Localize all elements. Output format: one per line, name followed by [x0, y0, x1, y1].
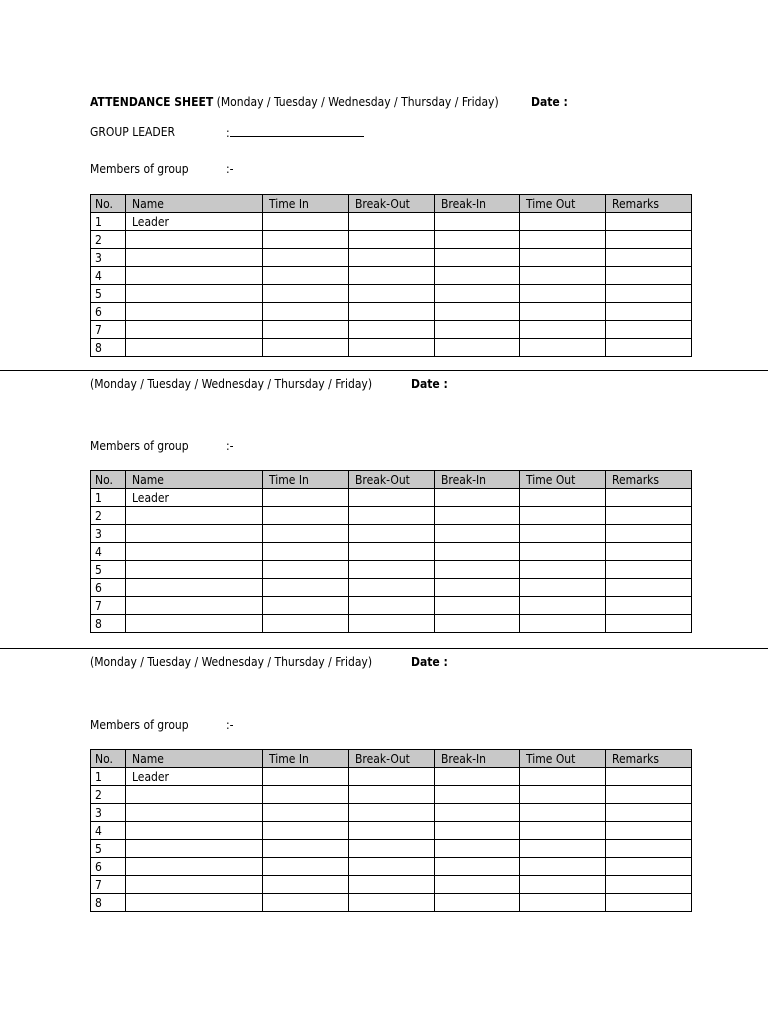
time-in-cell[interactable] [263, 579, 349, 597]
break-out-cell[interactable] [349, 768, 435, 786]
time-out-cell[interactable] [520, 597, 606, 615]
break-in-cell[interactable] [435, 858, 520, 876]
remarks-cell[interactable] [606, 339, 692, 357]
time-in-cell[interactable] [263, 858, 349, 876]
row-number: 7 [91, 876, 126, 894]
remarks-cell[interactable] [606, 303, 692, 321]
table-row [91, 840, 692, 858]
row-number: 3 [91, 525, 126, 543]
break-in-cell[interactable] [435, 213, 520, 231]
column-header-break-out: Break-Out [349, 471, 435, 489]
member-name-cell[interactable] [126, 507, 263, 525]
time-in-cell[interactable] [263, 822, 349, 840]
time-out-cell[interactable] [520, 786, 606, 804]
table-row [91, 822, 692, 840]
table-row [91, 597, 692, 615]
break-out-cell[interactable] [349, 822, 435, 840]
break-out-cell[interactable] [349, 249, 435, 267]
time-in-cell[interactable] [263, 804, 349, 822]
break-in-cell[interactable] [435, 615, 520, 633]
table-row [91, 768, 692, 786]
section-divider [0, 370, 768, 371]
time-in-cell[interactable] [263, 561, 349, 579]
row-number: 5 [91, 285, 126, 303]
member-name-cell[interactable] [126, 267, 263, 285]
attendance-table [90, 194, 692, 357]
table-row [91, 894, 692, 912]
table-row [91, 615, 692, 633]
break-in-cell[interactable] [435, 543, 520, 561]
remarks-cell[interactable] [606, 213, 692, 231]
time-out-cell[interactable] [520, 303, 606, 321]
date-label: Date : [411, 377, 448, 391]
row-number: 7 [91, 597, 126, 615]
row-number: 1 [91, 768, 126, 786]
member-name-cell[interactable] [126, 321, 263, 339]
row-number: 3 [91, 804, 126, 822]
time-out-cell[interactable] [520, 894, 606, 912]
time-out-cell[interactable] [520, 876, 606, 894]
table-row [91, 507, 692, 525]
date-label: Date : [531, 95, 568, 109]
break-in-cell[interactable] [435, 303, 520, 321]
remarks-cell[interactable] [606, 489, 692, 507]
break-in-cell[interactable] [435, 840, 520, 858]
member-name-cell[interactable] [126, 804, 263, 822]
remarks-cell[interactable] [606, 579, 692, 597]
table-row [91, 579, 692, 597]
break-out-cell[interactable] [349, 285, 435, 303]
column-header-no: No. [91, 195, 126, 213]
table-row [91, 285, 692, 303]
sheet-title: ATTENDANCE SHEET [90, 95, 214, 109]
break-out-cell[interactable] [349, 876, 435, 894]
time-in-cell[interactable] [263, 267, 349, 285]
time-out-cell[interactable] [520, 822, 606, 840]
member-name-cell[interactable] [126, 339, 263, 357]
day-options: (Monday / Tuesday / Wednesday / Thursday / Friday) [90, 377, 373, 391]
table-row [91, 267, 692, 285]
table-row [91, 489, 692, 507]
time-out-cell[interactable] [520, 543, 606, 561]
time-in-cell[interactable] [263, 615, 349, 633]
row-number: 5 [91, 561, 126, 579]
break-out-cell[interactable] [349, 561, 435, 579]
column-header-time-out: Time Out [520, 750, 606, 768]
row-number: 4 [91, 543, 126, 561]
break-in-cell[interactable] [435, 597, 520, 615]
row-number: 7 [91, 321, 126, 339]
time-in-cell[interactable] [263, 543, 349, 561]
time-in-cell[interactable] [263, 507, 349, 525]
table-header-row [91, 750, 692, 768]
time-out-cell[interactable] [520, 840, 606, 858]
time-out-cell[interactable] [520, 561, 606, 579]
break-in-cell[interactable] [435, 561, 520, 579]
time-in-cell[interactable] [263, 249, 349, 267]
table-row [91, 231, 692, 249]
break-in-cell[interactable] [435, 768, 520, 786]
break-out-cell[interactable] [349, 339, 435, 357]
time-in-cell[interactable] [263, 303, 349, 321]
remarks-cell[interactable] [606, 525, 692, 543]
table-row [91, 804, 692, 822]
row-number: 2 [91, 231, 126, 249]
member-name-cell[interactable] [126, 249, 263, 267]
member-name-cell[interactable] [126, 822, 263, 840]
table-row [91, 561, 692, 579]
day-options: (Monday / Tuesday / Wednesday / Thursday / Friday) [216, 95, 499, 109]
column-header-no: No. [91, 750, 126, 768]
column-header-break-in: Break-In [435, 471, 520, 489]
row-number: 4 [91, 822, 126, 840]
table-row [91, 339, 692, 357]
remarks-cell[interactable] [606, 894, 692, 912]
column-header-name: Name [126, 471, 263, 489]
table-row [91, 876, 692, 894]
row-number: 2 [91, 507, 126, 525]
remarks-cell[interactable] [606, 858, 692, 876]
row-number: 4 [91, 267, 126, 285]
member-name-cell[interactable] [126, 525, 263, 543]
members-colon: :- [226, 162, 234, 176]
remarks-cell[interactable] [606, 597, 692, 615]
break-in-cell[interactable] [435, 267, 520, 285]
time-out-cell[interactable] [520, 489, 606, 507]
time-in-cell[interactable] [263, 489, 349, 507]
table-header-row [91, 195, 692, 213]
break-out-cell[interactable] [349, 507, 435, 525]
column-header-break-out: Break-Out [349, 195, 435, 213]
break-out-cell[interactable] [349, 231, 435, 249]
sheet-title-line [90, 95, 499, 109]
break-in-cell[interactable] [435, 894, 520, 912]
member-name-cell[interactable] [126, 786, 263, 804]
break-out-cell[interactable] [349, 525, 435, 543]
remarks-cell[interactable] [606, 822, 692, 840]
group-leader-colon: : [226, 126, 230, 140]
date-label: Date : [411, 655, 448, 669]
time-out-cell[interactable] [520, 858, 606, 876]
break-out-cell[interactable] [349, 894, 435, 912]
break-out-cell[interactable] [349, 303, 435, 321]
row-number: 6 [91, 579, 126, 597]
member-name-cell[interactable] [126, 597, 263, 615]
member-name-cell[interactable] [126, 303, 263, 321]
remarks-cell[interactable] [606, 249, 692, 267]
remarks-cell[interactable] [606, 543, 692, 561]
time-in-cell[interactable] [263, 231, 349, 249]
column-header-remarks: Remarks [606, 471, 692, 489]
break-in-cell[interactable] [435, 489, 520, 507]
remarks-cell[interactable] [606, 507, 692, 525]
remarks-cell[interactable] [606, 840, 692, 858]
time-out-cell[interactable] [520, 249, 606, 267]
column-header-break-out: Break-Out [349, 750, 435, 768]
break-out-cell[interactable] [349, 597, 435, 615]
table-row [91, 213, 692, 231]
time-in-cell[interactable] [263, 894, 349, 912]
row-number: 1 [91, 489, 126, 507]
break-out-cell[interactable] [349, 489, 435, 507]
table-row [91, 543, 692, 561]
member-name-cell[interactable] [126, 579, 263, 597]
break-in-cell[interactable] [435, 579, 520, 597]
break-in-cell[interactable] [435, 231, 520, 249]
break-out-cell[interactable] [349, 543, 435, 561]
time-out-cell[interactable] [520, 231, 606, 249]
column-header-break-in: Break-In [435, 195, 520, 213]
day-options: (Monday / Tuesday / Wednesday / Thursday / Friday) [90, 655, 373, 669]
time-in-cell[interactable] [263, 876, 349, 894]
break-out-cell[interactable] [349, 786, 435, 804]
break-in-cell[interactable] [435, 786, 520, 804]
remarks-cell[interactable] [606, 768, 692, 786]
break-in-cell[interactable] [435, 321, 520, 339]
time-out-cell[interactable] [520, 579, 606, 597]
remarks-cell[interactable] [606, 804, 692, 822]
remarks-cell[interactable] [606, 231, 692, 249]
column-header-time-in: Time In [263, 195, 349, 213]
break-out-cell[interactable] [349, 213, 435, 231]
time-in-cell[interactable] [263, 339, 349, 357]
remarks-cell[interactable] [606, 321, 692, 339]
member-name-cell[interactable] [126, 858, 263, 876]
column-header-remarks: Remarks [606, 750, 692, 768]
break-out-cell[interactable] [349, 579, 435, 597]
row-number: 8 [91, 894, 126, 912]
section-divider [0, 648, 768, 649]
table-row [91, 858, 692, 876]
break-out-cell[interactable] [349, 858, 435, 876]
time-in-cell[interactable] [263, 840, 349, 858]
member-name-cell[interactable] [126, 543, 263, 561]
break-in-cell[interactable] [435, 525, 520, 543]
time-out-cell[interactable] [520, 285, 606, 303]
time-out-cell[interactable] [520, 321, 606, 339]
time-out-cell[interactable] [520, 213, 606, 231]
time-in-cell[interactable] [263, 786, 349, 804]
break-in-cell[interactable] [435, 804, 520, 822]
break-in-cell[interactable] [435, 822, 520, 840]
column-header-time-out: Time Out [520, 471, 606, 489]
remarks-cell[interactable] [606, 786, 692, 804]
break-in-cell[interactable] [435, 249, 520, 267]
time-in-cell[interactable] [263, 285, 349, 303]
row-number: 5 [91, 840, 126, 858]
member-name-cell[interactable] [126, 231, 263, 249]
break-out-cell[interactable] [349, 321, 435, 339]
time-in-cell[interactable] [263, 321, 349, 339]
time-in-cell[interactable] [263, 768, 349, 786]
members-colon: :- [226, 718, 234, 732]
row-number: 6 [91, 858, 126, 876]
member-name-cell[interactable] [126, 894, 263, 912]
time-in-cell[interactable] [263, 597, 349, 615]
table-row [91, 786, 692, 804]
time-out-cell[interactable] [520, 615, 606, 633]
table-row [91, 321, 692, 339]
group-leader-field[interactable] [226, 125, 364, 140]
break-out-cell[interactable] [349, 615, 435, 633]
time-out-cell[interactable] [520, 804, 606, 822]
remarks-cell[interactable] [606, 267, 692, 285]
attendance-table [90, 749, 692, 912]
row-number: 2 [91, 786, 126, 804]
break-in-cell[interactable] [435, 285, 520, 303]
column-header-name: Name [126, 195, 263, 213]
break-out-cell[interactable] [349, 804, 435, 822]
table-header-row [91, 471, 692, 489]
column-header-name: Name [126, 750, 263, 768]
break-out-cell[interactable] [349, 267, 435, 285]
members-colon: :- [226, 439, 234, 453]
attendance-table [90, 470, 692, 633]
member-name-cell[interactable]: Leader [126, 213, 263, 231]
member-name-cell[interactable]: Leader [126, 768, 263, 786]
break-in-cell[interactable] [435, 876, 520, 894]
column-header-break-in: Break-In [435, 750, 520, 768]
members-label: Members of group [90, 718, 189, 732]
time-out-cell[interactable] [520, 768, 606, 786]
column-header-time-in: Time In [263, 750, 349, 768]
remarks-cell[interactable] [606, 615, 692, 633]
break-out-cell[interactable] [349, 840, 435, 858]
group-leader-label: GROUP LEADER [90, 125, 176, 139]
member-name-cell[interactable] [126, 561, 263, 579]
members-label: Members of group [90, 162, 189, 176]
row-number: 6 [91, 303, 126, 321]
time-out-cell[interactable] [520, 339, 606, 357]
row-number: 3 [91, 249, 126, 267]
time-out-cell[interactable] [520, 267, 606, 285]
row-number: 8 [91, 339, 126, 357]
time-out-cell[interactable] [520, 507, 606, 525]
column-header-no: No. [91, 471, 126, 489]
table-row [91, 249, 692, 267]
break-in-cell[interactable] [435, 507, 520, 525]
member-name-cell[interactable] [126, 615, 263, 633]
column-header-remarks: Remarks [606, 195, 692, 213]
column-header-time-out: Time Out [520, 195, 606, 213]
column-header-time-in: Time In [263, 471, 349, 489]
member-name-cell[interactable]: Leader [126, 489, 263, 507]
members-label: Members of group [90, 439, 189, 453]
table-row [91, 525, 692, 543]
group-leader-line [230, 125, 364, 137]
member-name-cell[interactable] [126, 285, 263, 303]
row-number: 1 [91, 213, 126, 231]
break-in-cell[interactable] [435, 339, 520, 357]
time-out-cell[interactable] [520, 525, 606, 543]
member-name-cell[interactable] [126, 876, 263, 894]
table-row [91, 303, 692, 321]
remarks-cell[interactable] [606, 561, 692, 579]
row-number: 8 [91, 615, 126, 633]
time-in-cell[interactable] [263, 213, 349, 231]
remarks-cell[interactable] [606, 285, 692, 303]
member-name-cell[interactable] [126, 840, 263, 858]
time-in-cell[interactable] [263, 525, 349, 543]
remarks-cell[interactable] [606, 876, 692, 894]
